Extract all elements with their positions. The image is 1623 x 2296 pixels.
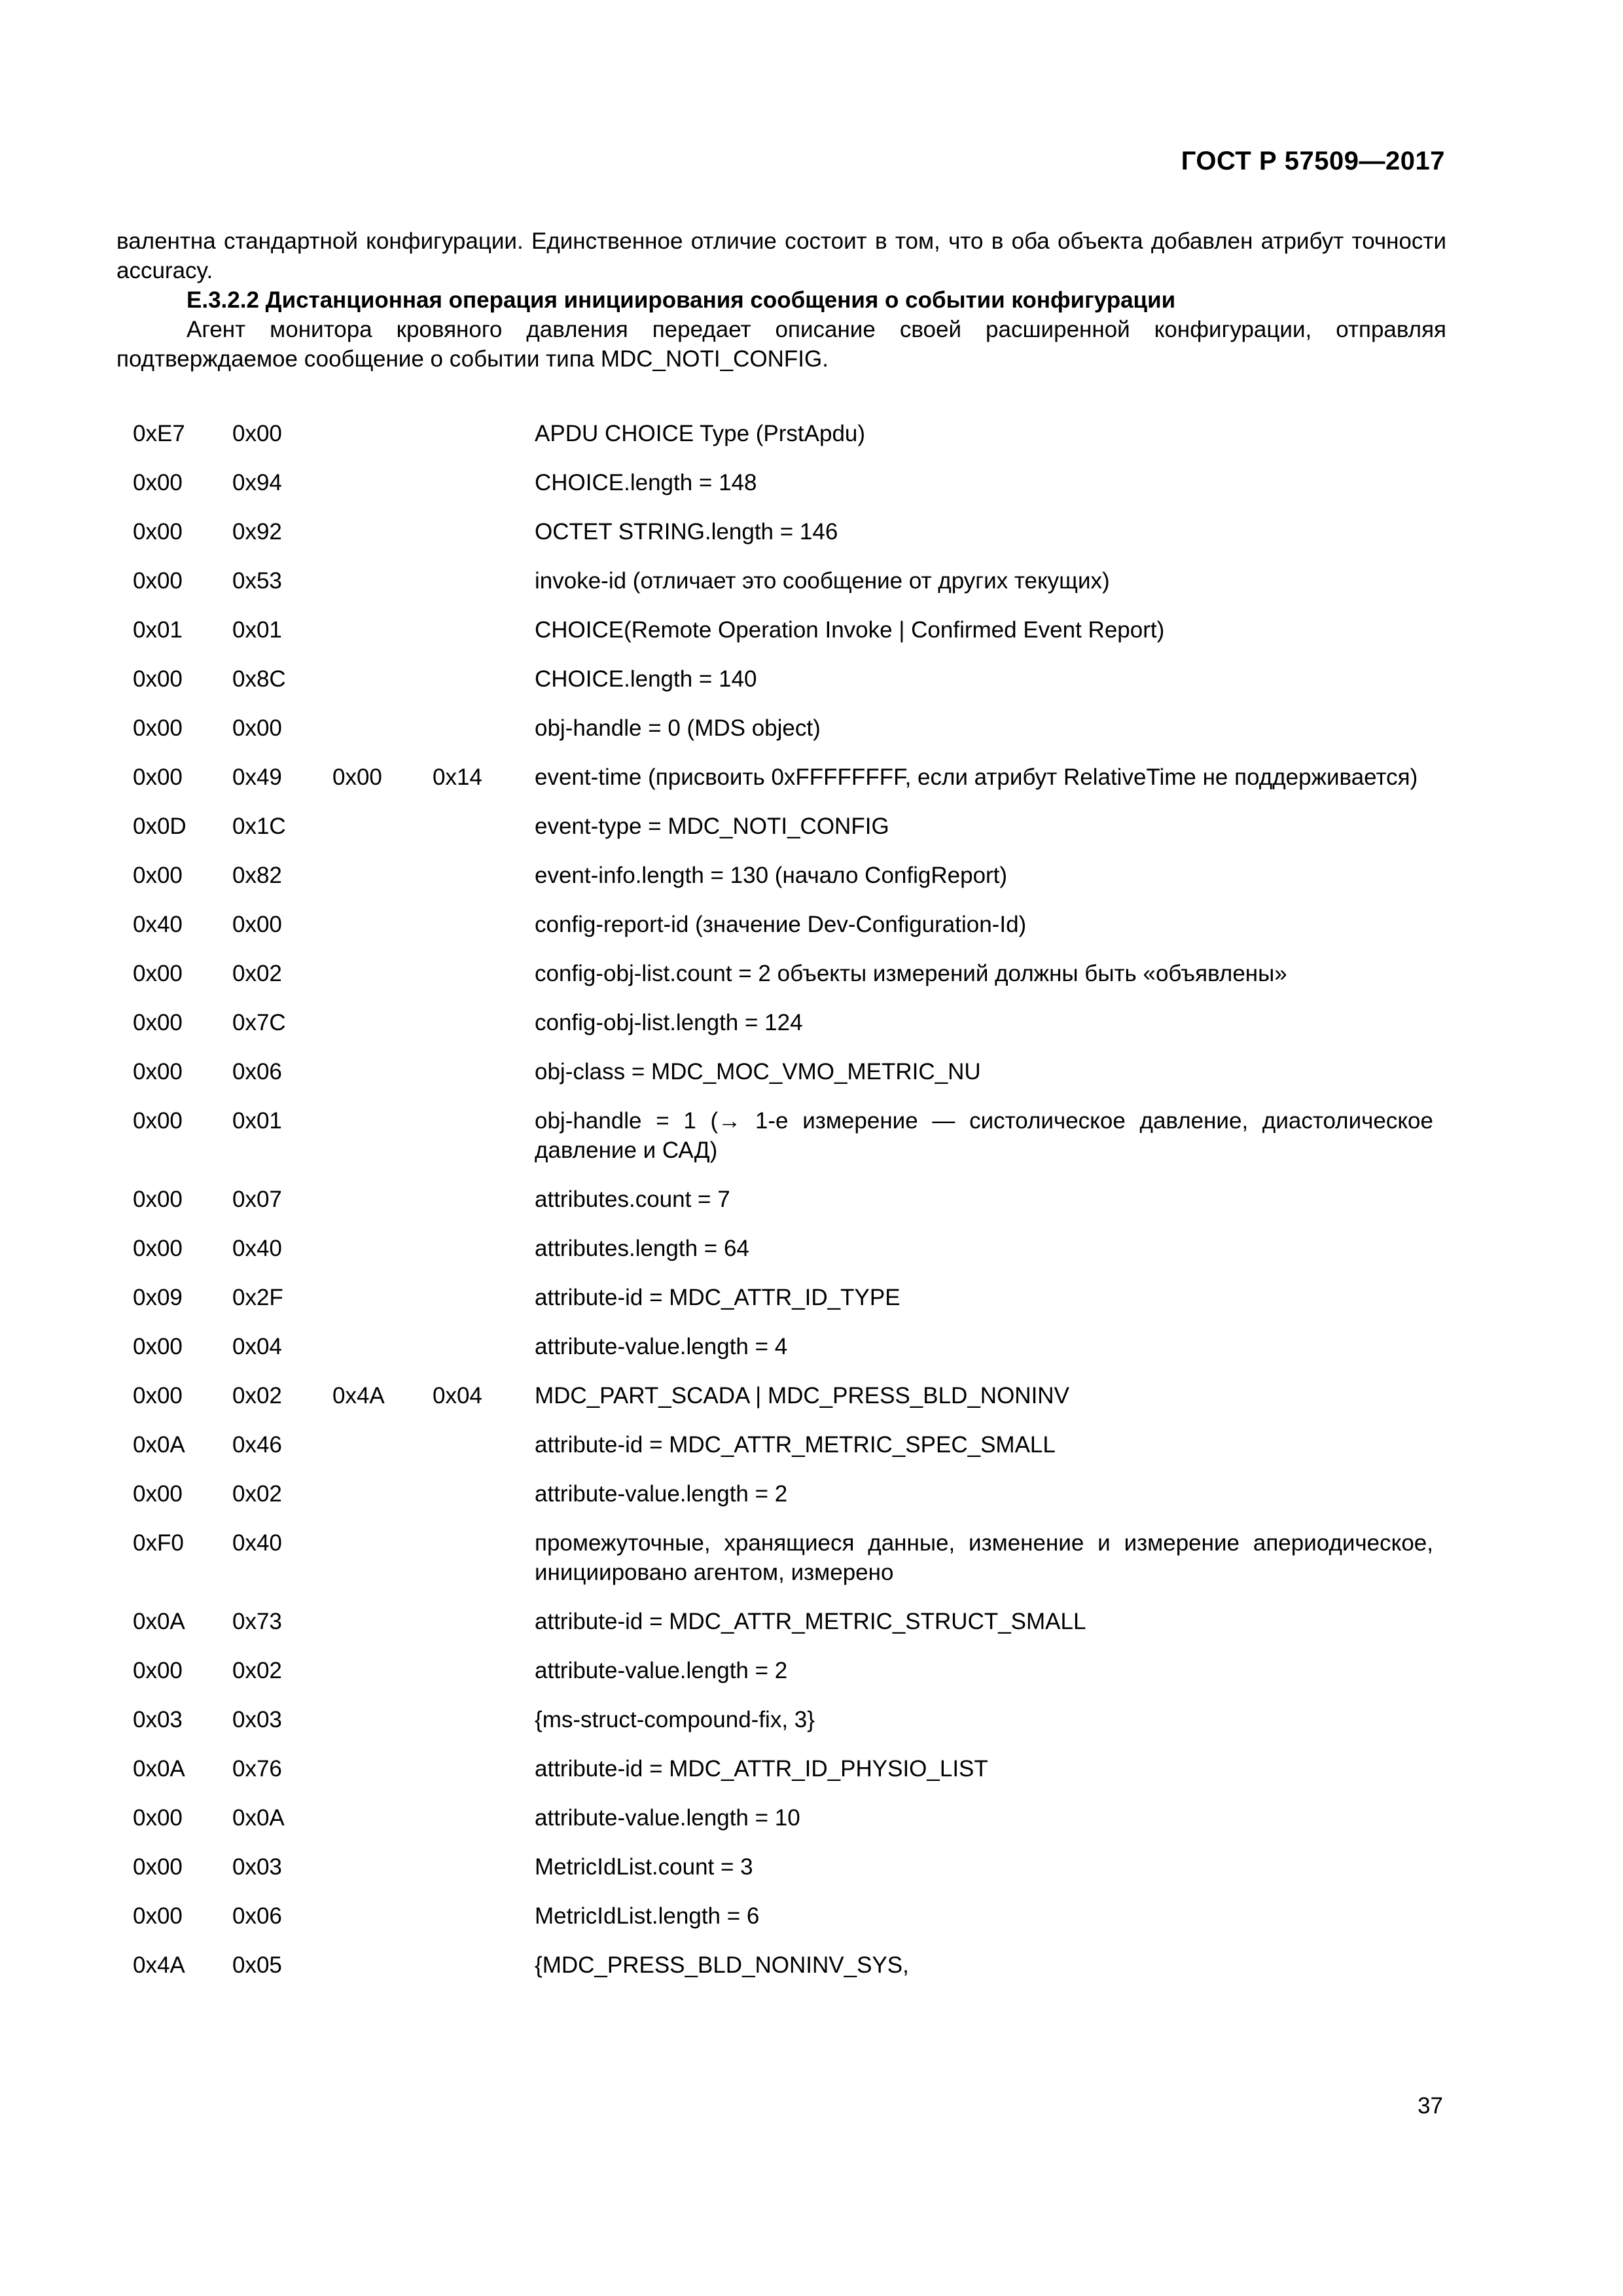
table-row: [116, 605, 1446, 655]
byte-3-cell: 0x4A: [332, 1383, 385, 1408]
byte-1-cell: 0x0A: [133, 1609, 185, 1634]
byte-4-cell: [433, 1842, 535, 1892]
byte-4-cell: [433, 507, 535, 556]
byte-1-cell: 0x00: [133, 863, 183, 888]
byte-2-cell: 0x40: [232, 1530, 282, 1556]
byte-1-cell: 0x00: [133, 1187, 183, 1212]
apdu-byte-table-body: [116, 409, 1446, 1990]
description-cell: CHOICE.length = 148: [535, 470, 757, 495]
row-indent: [116, 998, 133, 1047]
row-indent: [116, 1892, 133, 1941]
row-indent: [116, 1224, 133, 1273]
row-indent: [116, 1842, 133, 1892]
byte-2-cell: 0x2F: [232, 1285, 283, 1310]
byte-3-cell: [332, 1793, 433, 1842]
table-row: [116, 704, 1446, 753]
byte-4-cell: [433, 1793, 535, 1842]
byte-1-cell: 0x00: [133, 666, 183, 692]
byte-1-cell: 0xE7: [133, 421, 185, 446]
byte-2-cell: 0x02: [232, 1658, 282, 1683]
table-row: [116, 1941, 1446, 1990]
byte-2-cell: 0x05: [232, 1952, 282, 1978]
byte-1-cell: 0x03: [133, 1707, 183, 1732]
byte-2-cell: 0x02: [232, 1383, 282, 1408]
row-indent: [116, 704, 133, 753]
byte-2-cell: 0x02: [232, 1481, 282, 1507]
table-row: [116, 1322, 1446, 1371]
byte-2-cell: 0x03: [232, 1707, 282, 1732]
table-row: [116, 507, 1446, 556]
byte-1-cell: 0x00: [133, 1236, 183, 1261]
row-indent: [116, 1371, 133, 1420]
byte-4-cell: [433, 409, 535, 458]
description-cell: invoke-id (отличает это сообщение от других текущих): [535, 568, 1110, 594]
byte-2-cell: 0x49: [232, 764, 282, 790]
byte-3-cell: [332, 1892, 433, 1941]
description-cell: obj-handle = 1 (→ 1-е измерение — систолическое давление, диастолическое давление и САД): [535, 1108, 1433, 1163]
description-cell: MetricIdList.count = 3: [535, 1854, 753, 1880]
row-indent: [116, 1096, 133, 1175]
description-cell: attributes.count = 7: [535, 1187, 730, 1212]
byte-1-cell: 0x00: [133, 519, 183, 545]
byte-2-cell: 0x00: [232, 715, 282, 741]
table-row: [116, 458, 1446, 507]
byte-1-cell: 0x40: [133, 912, 183, 937]
byte-4-cell: [433, 1744, 535, 1793]
table-row: [116, 1469, 1446, 1518]
byte-1-cell: 0x09: [133, 1285, 183, 1310]
table-row: [116, 1224, 1446, 1273]
byte-1-cell: 0x00: [133, 1805, 183, 1831]
byte-4-cell: [433, 1096, 535, 1175]
row-indent: [116, 1646, 133, 1695]
byte-1-cell: 0x00: [133, 1334, 183, 1359]
intro-text: [116, 226, 1446, 374]
byte-2-cell: 0x01: [232, 617, 282, 643]
description-cell: APDU CHOICE Type (PrstApdu): [535, 421, 866, 446]
byte-1-cell: 0x00: [133, 715, 183, 741]
table-row: [116, 1420, 1446, 1469]
byte-2-cell: 0x73: [232, 1609, 282, 1634]
byte-3-cell: [332, 556, 433, 605]
byte-4-cell: [433, 1597, 535, 1646]
description-cell: obj-handle = 0 (MDS object): [535, 715, 821, 741]
byte-2-cell: 0x53: [232, 568, 282, 594]
description-cell: {ms-struct-compound-fix, 3}: [535, 1707, 815, 1732]
byte-1-cell: 0x00: [133, 961, 183, 986]
description-cell: config-obj-list.count = 2 объекты измерений должны быть «объявлены»: [535, 961, 1287, 986]
byte-4-cell: [433, 1224, 535, 1273]
row-indent: [116, 1273, 133, 1322]
byte-1-cell: 0x00: [133, 764, 183, 790]
row-indent: [116, 1322, 133, 1371]
byte-2-cell: 0x92: [232, 519, 282, 545]
description-cell: event-time (присвоить 0xFFFFFFFF, если атрибут RelativeTime не поддерживается): [535, 764, 1418, 790]
row-indent: [116, 556, 133, 605]
table-row: [116, 655, 1446, 704]
byte-4-cell: [433, 949, 535, 998]
byte-3-cell: [332, 1695, 433, 1744]
row-indent: [116, 1941, 133, 1990]
description-cell: attribute-id = MDC_ATTR_METRIC_SPEC_SMALL: [535, 1432, 1056, 1458]
byte-1-cell: 0x00: [133, 1658, 183, 1683]
description-cell: event-type = MDC_NOTI_CONFIG: [535, 814, 889, 839]
byte-1-cell: 0x00: [133, 1903, 183, 1929]
description-cell: attribute-value.length = 4: [535, 1334, 788, 1359]
byte-1-cell: 0x00: [133, 1010, 183, 1035]
description-paragraph: Агент монитора кровяного давления передает описание своей расширенной конфигурации, отправляя подтверждаемое сообщение о событии типа MDC_NOTI_CONFIG.: [116, 317, 1446, 372]
byte-3-cell: [332, 1047, 433, 1096]
byte-1-cell: 0x0A: [133, 1756, 185, 1782]
byte-1-cell: 0x00: [133, 1481, 183, 1507]
byte-1-cell: 0x00: [133, 1108, 183, 1134]
row-indent: [116, 802, 133, 851]
byte-2-cell: 0x06: [232, 1059, 282, 1085]
table-row: [116, 1371, 1446, 1420]
page-number: 37: [1418, 2093, 1443, 2119]
table-row: [116, 556, 1446, 605]
table-row: [116, 1273, 1446, 1322]
byte-2-cell: 0x8C: [232, 666, 286, 692]
description-cell: attribute-id = MDC_ATTR_ID_TYPE: [535, 1285, 901, 1310]
byte-4-cell: [433, 1322, 535, 1371]
byte-1-cell: 0x0D: [133, 814, 187, 839]
description-cell: attribute-id = MDC_ATTR_METRIC_STRUCT_SMALL: [535, 1609, 1086, 1634]
byte-2-cell: 0x40: [232, 1236, 282, 1261]
table-row: [116, 1695, 1446, 1744]
byte-2-cell: 0x82: [232, 863, 282, 888]
row-indent: [116, 1793, 133, 1842]
description-cell: attribute-id = MDC_ATTR_ID_PHYSIO_LIST: [535, 1756, 988, 1782]
byte-1-cell: 0x00: [133, 1059, 183, 1085]
byte-4-cell: [433, 605, 535, 655]
table-row: [116, 949, 1446, 998]
row-indent: [116, 1744, 133, 1793]
byte-3-cell: [332, 1224, 433, 1273]
byte-2-cell: 0x06: [232, 1903, 282, 1929]
byte-3-cell: [332, 655, 433, 704]
byte-4-cell: 0x04: [433, 1383, 482, 1408]
table-row: [116, 1518, 1446, 1597]
byte-2-cell: 0x01: [232, 1108, 282, 1134]
byte-4-cell: [433, 802, 535, 851]
table-row: [116, 1047, 1446, 1096]
description-cell: CHOICE(Remote Operation Invoke | Confirmed Event Report): [535, 617, 1165, 643]
description-cell: obj-class = MDC_MOC_VMO_METRIC_NU: [535, 1059, 981, 1085]
table-row: [116, 802, 1446, 851]
description-cell: {MDC_PRESS_BLD_NONINV_SYS,: [535, 1952, 909, 1978]
apdu-byte-table: [116, 409, 1446, 1990]
continuation-paragraph: валентна стандартной конфигурации. Единственное отличие состоит в том, что в оба объекта добавлен атрибут точности accuracy.: [116, 228, 1446, 283]
byte-4-cell: 0x14: [433, 764, 482, 790]
byte-3-cell: [332, 1175, 433, 1224]
description-cell: attribute-value.length = 2: [535, 1481, 788, 1507]
byte-4-cell: [433, 1892, 535, 1941]
byte-3-cell: [332, 802, 433, 851]
byte-3-cell: [332, 409, 433, 458]
row-indent: [116, 1695, 133, 1744]
byte-4-cell: [433, 1469, 535, 1518]
byte-3-cell: [332, 704, 433, 753]
byte-4-cell: [433, 1518, 535, 1597]
row-indent: [116, 605, 133, 655]
byte-4-cell: [433, 704, 535, 753]
byte-4-cell: [433, 1047, 535, 1096]
byte-4-cell: [433, 1646, 535, 1695]
description-cell: config-obj-list.length = 124: [535, 1010, 803, 1035]
table-row: [116, 409, 1446, 458]
row-indent: [116, 753, 133, 802]
byte-3-cell: [332, 1273, 433, 1322]
byte-4-cell: [433, 1273, 535, 1322]
byte-3-cell: [332, 605, 433, 655]
byte-4-cell: [433, 851, 535, 900]
row-indent: [116, 1518, 133, 1597]
byte-3-cell: [332, 1420, 433, 1469]
table-row: [116, 1646, 1446, 1695]
byte-3-cell: [332, 458, 433, 507]
byte-3-cell: [332, 949, 433, 998]
byte-3-cell: [332, 1842, 433, 1892]
table-row: [116, 753, 1446, 802]
table-row: [116, 1793, 1446, 1842]
description-cell: промежуточные, хранящиеся данные, изменение и измерение апериодическое, инициировано агентом, измерено: [535, 1530, 1433, 1585]
byte-3-cell: 0x00: [332, 764, 382, 790]
row-indent: [116, 1420, 133, 1469]
row-indent: [116, 507, 133, 556]
byte-1-cell: 0x00: [133, 470, 183, 495]
byte-2-cell: 0x07: [232, 1187, 282, 1212]
table-row: [116, 998, 1446, 1047]
description-cell: attributes.length = 64: [535, 1236, 749, 1261]
row-indent: [116, 851, 133, 900]
description-cell: attribute-value.length = 10: [535, 1805, 800, 1831]
row-indent: [116, 655, 133, 704]
byte-2-cell: 0x03: [232, 1854, 282, 1880]
table-row: [116, 900, 1446, 949]
byte-3-cell: [332, 1518, 433, 1597]
table-row: [116, 1744, 1446, 1793]
description-cell: CHOICE.length = 140: [535, 666, 757, 692]
byte-4-cell: [433, 1420, 535, 1469]
table-row: [116, 1842, 1446, 1892]
byte-2-cell: 0x46: [232, 1432, 282, 1458]
byte-1-cell: 0x01: [133, 617, 183, 643]
row-indent: [116, 1597, 133, 1646]
row-indent: [116, 900, 133, 949]
byte-4-cell: [433, 458, 535, 507]
byte-2-cell: 0x0A: [232, 1805, 285, 1831]
byte-1-cell: 0x00: [133, 1854, 183, 1880]
description-cell: config-report-id (значение Dev-Configuration-Id): [535, 912, 1027, 937]
byte-4-cell: [433, 655, 535, 704]
description-cell: MDC_PART_SCADA | MDC_PRESS_BLD_NONINV: [535, 1383, 1069, 1408]
row-indent: [116, 949, 133, 998]
byte-2-cell: 0x00: [232, 421, 282, 446]
section-heading: Е.3.2.2 Дистанционная операция инициирования сообщения о событии конфигурации: [187, 287, 1176, 313]
byte-3-cell: [332, 1646, 433, 1695]
description-cell: MetricIdList.length = 6: [535, 1903, 760, 1929]
table-row: [116, 1175, 1446, 1224]
byte-2-cell: 0x02: [232, 961, 282, 986]
byte-4-cell: [433, 1695, 535, 1744]
description-cell: event-info.length = 130 (начало ConfigReport): [535, 863, 1008, 888]
byte-4-cell: [433, 998, 535, 1047]
byte-1-cell: 0x00: [133, 1383, 183, 1408]
byte-1-cell: 0xF0: [133, 1530, 184, 1556]
table-row: [116, 851, 1446, 900]
byte-3-cell: [332, 1597, 433, 1646]
row-indent: [116, 1469, 133, 1518]
byte-3-cell: [332, 851, 433, 900]
row-indent: [116, 409, 133, 458]
description-cell: attribute-value.length = 2: [535, 1658, 788, 1683]
row-indent: [116, 458, 133, 507]
byte-2-cell: 0x94: [232, 470, 282, 495]
row-indent: [116, 1175, 133, 1224]
byte-4-cell: [433, 900, 535, 949]
byte-3-cell: [332, 998, 433, 1047]
byte-1-cell: 0x00: [133, 568, 183, 594]
byte-2-cell: 0x04: [232, 1334, 282, 1359]
byte-2-cell: 0x00: [232, 912, 282, 937]
byte-3-cell: [332, 1744, 433, 1793]
description-cell: OCTET STRING.length = 146: [535, 519, 838, 545]
byte-1-cell: 0x0A: [133, 1432, 185, 1458]
byte-3-cell: [332, 1096, 433, 1175]
byte-4-cell: [433, 1175, 535, 1224]
table-row: [116, 1892, 1446, 1941]
row-indent: [116, 1047, 133, 1096]
byte-3-cell: [332, 1941, 433, 1990]
byte-1-cell: 0x4A: [133, 1952, 185, 1978]
byte-3-cell: [332, 900, 433, 949]
table-row: [116, 1096, 1446, 1175]
byte-2-cell: 0x76: [232, 1756, 282, 1782]
byte-3-cell: [332, 507, 433, 556]
table-row: [116, 1597, 1446, 1646]
byte-4-cell: [433, 556, 535, 605]
byte-2-cell: 0x1C: [232, 814, 286, 839]
standard-number: ГОСТ Р 57509—2017: [1181, 147, 1445, 175]
byte-3-cell: [332, 1469, 433, 1518]
byte-4-cell: [433, 1941, 535, 1990]
byte-3-cell: [332, 1322, 433, 1371]
byte-2-cell: 0x7C: [232, 1010, 286, 1035]
